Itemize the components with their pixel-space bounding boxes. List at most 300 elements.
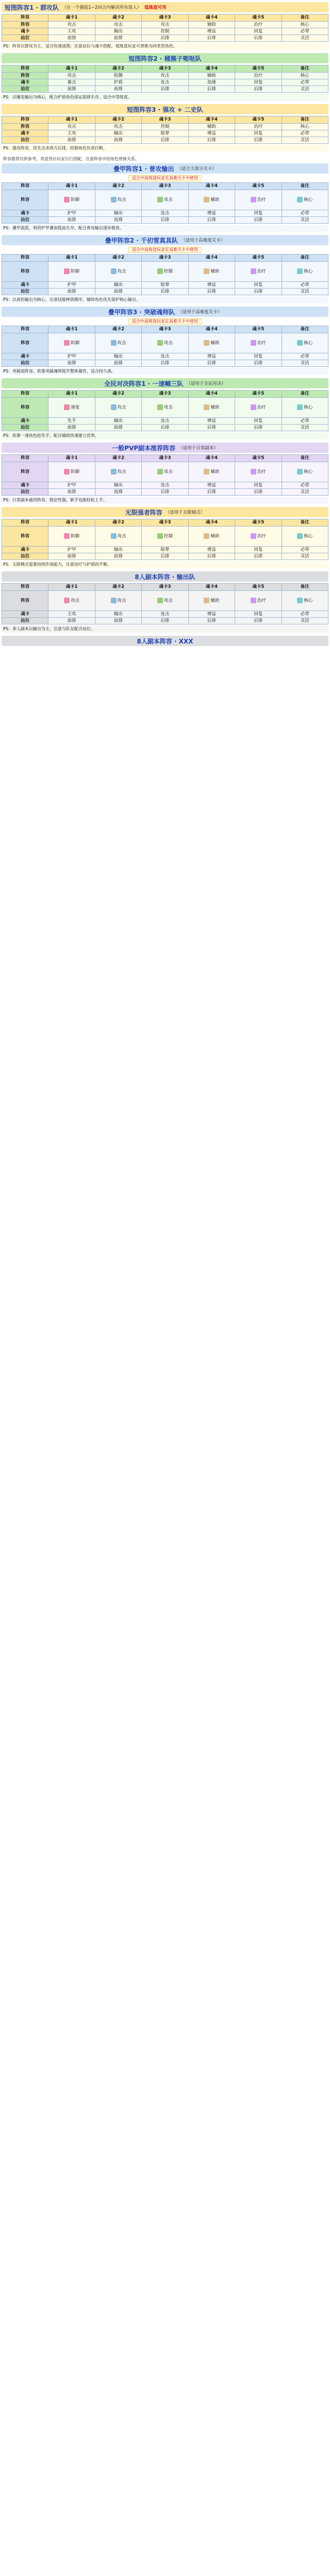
column-header: 魂卡1 xyxy=(48,14,95,22)
table-cell xyxy=(142,425,188,431)
row-label: 站位 xyxy=(2,360,48,367)
table-cell xyxy=(142,190,188,210)
table-cell xyxy=(235,35,282,42)
cell-text: 后排 xyxy=(160,489,170,495)
section-title-note: （适合大部分关卡） xyxy=(177,166,217,172)
character-portrait-icon xyxy=(297,598,303,603)
table-header-row xyxy=(2,65,328,73)
column-header: 魂卡5 xyxy=(235,455,282,462)
cell-text: 攻击 xyxy=(163,469,173,474)
cell-text: 输出 xyxy=(114,28,123,34)
cell-text: 灵活 xyxy=(300,86,309,92)
section-subtitle-text: 适合中高练度玩家在高难关卡中使用 xyxy=(128,318,202,325)
cell-text: 前排 xyxy=(114,35,123,41)
table-cell xyxy=(282,553,328,560)
cell-text: 防御 xyxy=(71,197,80,202)
section-title: 叠甲阵容2 · 千仞雪真具队 xyxy=(105,236,178,244)
table-cell xyxy=(282,217,328,224)
column-header: 魂卡4 xyxy=(188,519,235,527)
cell-text: 前排 xyxy=(114,86,123,92)
column-header: 魂卡3 xyxy=(142,255,188,262)
row-label: 魂卡 xyxy=(2,547,48,553)
table-row xyxy=(2,137,328,144)
table-cell xyxy=(142,73,188,79)
cell-text: 主攻 xyxy=(67,28,76,34)
column-header: 魂卡3 xyxy=(142,326,188,333)
cell-text: 灵活 xyxy=(300,360,309,366)
column-header: 魂卡2 xyxy=(95,391,141,398)
cell-text: 必带 xyxy=(300,482,309,488)
table-row xyxy=(2,489,328,496)
table-cell xyxy=(282,262,328,282)
table-cell xyxy=(282,611,328,618)
section-subtitle-text: 适合中高练度玩家在高难关卡中使用 xyxy=(128,247,202,253)
cell-text: 后排 xyxy=(160,86,170,92)
cell-text: 前排 xyxy=(114,217,123,223)
cell-text: 眩晕 xyxy=(160,282,170,287)
cell-text: 前排 xyxy=(67,217,76,223)
cell-text: 攻击 xyxy=(163,405,173,410)
cell-text: 攻击 xyxy=(114,124,123,129)
section-title-bar xyxy=(2,571,328,582)
table-cell xyxy=(95,398,141,418)
cell-text: 核心 xyxy=(304,534,313,539)
cell-text: 控制 xyxy=(163,534,173,539)
table-cell xyxy=(142,86,188,93)
column-header: 阵容 xyxy=(2,455,48,462)
character-portrait-icon xyxy=(251,340,256,346)
character-portrait-icon xyxy=(157,197,163,202)
cell-text: 增益 xyxy=(207,547,216,552)
table-cell xyxy=(188,418,235,425)
table-row xyxy=(2,73,328,79)
column-header: 魂卡4 xyxy=(188,584,235,591)
cell-text: 后排 xyxy=(160,618,170,623)
cell-text: 后排 xyxy=(207,618,216,623)
row-label: 阵容 xyxy=(2,262,48,282)
cell-text: 前排 xyxy=(67,489,76,495)
lineup-table xyxy=(2,454,328,496)
table-cell xyxy=(48,611,95,618)
table-cell xyxy=(235,79,282,86)
column-header: 魂卡3 xyxy=(142,14,188,22)
cell-text: 后排 xyxy=(254,489,263,495)
table-cell xyxy=(282,547,328,553)
table-cell xyxy=(188,547,235,553)
character-portrait-icon xyxy=(204,404,209,410)
cell-text: 前排 xyxy=(114,137,123,143)
cell-text: 输出 xyxy=(114,611,123,617)
cell-text: 连击 xyxy=(160,210,170,216)
column-header: 魂卡3 xyxy=(142,391,188,398)
cell-text: 攻击 xyxy=(163,197,173,202)
column-header: 魂卡1 xyxy=(48,391,95,398)
cell-text: 前排 xyxy=(67,618,76,623)
cell-text: 攻击 xyxy=(117,197,126,202)
table-cell xyxy=(48,547,95,553)
column-header: 魂卡1 xyxy=(48,183,95,190)
table-row xyxy=(2,333,328,353)
table-cell xyxy=(142,210,188,217)
row-label: 魂卡 xyxy=(2,28,48,35)
cell-text: 治疗 xyxy=(257,341,266,346)
table-cell xyxy=(142,289,188,295)
table-row xyxy=(2,79,328,86)
cell-text: 连击 xyxy=(160,418,170,423)
table-cell xyxy=(188,28,235,35)
cell-text: 后排 xyxy=(160,360,170,366)
table-cell xyxy=(142,553,188,560)
section-note: PS：无限模式需要持续作战能力，注意治疗与护盾的平衡。 xyxy=(2,561,328,568)
table-cell xyxy=(188,22,235,28)
table-row xyxy=(2,611,328,618)
cell-text: 核心 xyxy=(304,269,313,274)
table-cell xyxy=(282,86,328,93)
table-cell xyxy=(282,28,328,35)
cell-text: 后排 xyxy=(254,137,263,143)
table-cell xyxy=(282,124,328,130)
table-cell xyxy=(282,489,328,496)
table-row xyxy=(2,482,328,489)
section-title: 叠甲阵容3 · 突破魂师队 xyxy=(108,308,175,316)
table-cell xyxy=(95,210,141,217)
table-cell xyxy=(188,79,235,86)
cell-text: 灵活 xyxy=(300,137,309,143)
table-cell xyxy=(142,79,188,86)
cell-text: 输出 xyxy=(114,130,123,136)
column-header: 魂卡3 xyxy=(142,584,188,591)
cell-text: 辅助 xyxy=(207,22,216,27)
cell-text: 辅助 xyxy=(210,598,220,603)
character-portrait-icon xyxy=(111,268,117,274)
cell-text: 攻击 xyxy=(117,269,126,274)
character-portrait-icon xyxy=(111,340,117,346)
table-cell xyxy=(142,398,188,418)
table-cell xyxy=(235,217,282,224)
table-cell xyxy=(235,333,282,353)
cell-text: 灵活 xyxy=(300,425,309,430)
cell-text: 护甲 xyxy=(67,482,76,488)
row-label: 魂卡 xyxy=(2,282,48,289)
table-cell xyxy=(48,210,95,217)
table-cell xyxy=(282,130,328,137)
cell-text: 核心 xyxy=(304,341,313,346)
lineup-table xyxy=(2,583,328,624)
cell-text: 后排 xyxy=(160,553,170,559)
table-cell xyxy=(235,210,282,217)
table-cell xyxy=(282,398,328,418)
table-cell xyxy=(95,482,141,489)
cell-text: 必带 xyxy=(300,210,309,216)
table-cell xyxy=(142,618,188,624)
cell-text: 眩晕 xyxy=(160,547,170,552)
table-cell xyxy=(48,217,95,224)
cell-text: 主攻 xyxy=(67,611,76,617)
section-title: 叠甲阵容1 · 普攻输出 xyxy=(113,165,174,173)
table-cell xyxy=(48,124,95,130)
table-cell xyxy=(235,124,282,130)
lineup-table xyxy=(2,254,328,295)
cell-text: 后排 xyxy=(160,425,170,430)
table-cell xyxy=(95,418,141,425)
table-cell xyxy=(95,547,141,553)
cell-text: 前排 xyxy=(67,137,76,143)
table-row xyxy=(2,262,328,282)
cell-text: 前排 xyxy=(67,360,76,366)
cell-text: 控制 xyxy=(160,124,170,129)
column-header: 备注 xyxy=(282,255,328,262)
table-cell xyxy=(188,86,235,93)
cell-text: 前排 xyxy=(67,553,76,559)
cell-text: 攻击 xyxy=(117,598,126,603)
row-label: 站位 xyxy=(2,217,48,224)
table-cell xyxy=(95,124,141,130)
character-portrait-icon xyxy=(157,598,163,603)
cell-text: 核心 xyxy=(304,197,313,202)
cell-text: 后排 xyxy=(207,35,216,41)
section-title: 全民对决阵容1 · 一速輔三队 xyxy=(104,380,184,387)
column-header: 魂卡2 xyxy=(95,65,141,73)
character-portrait-icon xyxy=(111,404,117,410)
cell-text: 后排 xyxy=(254,35,263,41)
row-label: 阵容 xyxy=(2,73,48,79)
cell-text: 前排 xyxy=(114,618,123,623)
lineup-table xyxy=(2,182,328,224)
character-portrait-icon xyxy=(157,533,163,539)
table-cell xyxy=(95,282,141,289)
column-header: 魂卡1 xyxy=(48,65,95,73)
column-header: 阵容 xyxy=(2,584,48,591)
cell-text: 后排 xyxy=(207,553,216,559)
section-title-bar xyxy=(2,163,328,174)
table-row xyxy=(2,398,328,418)
row-label: 站位 xyxy=(2,35,48,42)
section-warning: 低练度可用 xyxy=(144,5,167,10)
table-cell xyxy=(95,333,141,353)
table-cell xyxy=(282,210,328,217)
cell-text: 后排 xyxy=(254,86,263,92)
table-cell xyxy=(142,217,188,224)
cell-text: 护甲 xyxy=(67,282,76,287)
cell-text: 攻击 xyxy=(117,534,126,539)
section-subtitle xyxy=(2,247,328,253)
table-cell xyxy=(48,618,95,624)
table-cell xyxy=(95,35,141,42)
table-cell xyxy=(48,190,95,210)
cell-text: 增益 xyxy=(207,353,216,359)
column-header: 备注 xyxy=(282,391,328,398)
table-cell xyxy=(48,527,95,547)
table-cell xyxy=(48,353,95,360)
table-cell xyxy=(48,425,95,431)
cell-text: 护甲 xyxy=(67,210,76,216)
section-title-note: （在一个捕捉1~2回合内解决所有敌人） xyxy=(62,5,142,10)
lineup-table xyxy=(2,519,328,560)
character-portrait-icon xyxy=(64,404,70,410)
table-cell xyxy=(48,79,95,86)
table-header-row xyxy=(2,391,328,398)
character-portrait-icon xyxy=(251,598,256,603)
table-header-row xyxy=(2,255,328,262)
table-cell xyxy=(95,462,141,482)
cell-text: 回复 xyxy=(254,547,263,552)
column-header: 备注 xyxy=(282,455,328,462)
cell-text: 核心 xyxy=(300,22,309,27)
character-portrait-icon xyxy=(157,469,163,474)
cell-text: 回复 xyxy=(254,353,263,359)
lineup-section xyxy=(2,235,328,303)
row-label: 站位 xyxy=(2,489,48,496)
table-cell xyxy=(235,547,282,553)
row-label: 阵容 xyxy=(2,22,48,28)
table-cell xyxy=(95,190,141,210)
row-label: 阵容 xyxy=(2,591,48,611)
cell-text: 核心 xyxy=(300,124,309,129)
cell-text: 辅助 xyxy=(210,197,220,202)
row-label: 站位 xyxy=(2,553,48,560)
cell-text: 治疗 xyxy=(257,269,266,274)
character-portrait-icon xyxy=(297,469,303,474)
lineup-section xyxy=(2,571,328,633)
table-cell xyxy=(282,527,328,547)
table-header-row xyxy=(2,14,328,22)
column-header: 魂卡2 xyxy=(95,326,141,333)
cell-text: 输出 xyxy=(114,482,123,488)
table-row xyxy=(2,289,328,295)
character-portrait-icon xyxy=(64,340,70,346)
table-cell xyxy=(282,289,328,295)
cell-text: 控制 xyxy=(163,269,173,274)
table-cell xyxy=(282,73,328,79)
table-cell xyxy=(95,262,141,282)
column-header: 魂卡3 xyxy=(142,65,188,73)
column-header: 魂卡2 xyxy=(95,255,141,262)
section-note: PS：以真伤输出为核心，注意技能释放顺序，辅助角色优先保护核心输出。 xyxy=(2,296,328,303)
cell-text: 输出 xyxy=(114,353,123,359)
column-header: 阵容 xyxy=(2,116,48,124)
cell-text: 攻击 xyxy=(163,598,173,603)
cell-text: 后排 xyxy=(254,289,263,294)
table-cell xyxy=(142,137,188,144)
table-cell xyxy=(48,86,95,93)
character-portrait-icon xyxy=(157,268,163,274)
table-cell xyxy=(188,210,235,217)
table-cell xyxy=(95,28,141,35)
cell-text: 输出 xyxy=(114,210,123,216)
row-label: 阵容 xyxy=(2,124,48,130)
cell-text: 防御 xyxy=(71,269,80,274)
column-header: 魂卡5 xyxy=(235,65,282,73)
cell-text: 后排 xyxy=(254,217,263,223)
character-portrait-icon xyxy=(111,197,117,202)
cell-text: 攻击 xyxy=(67,22,76,27)
cell-text: 增益 xyxy=(207,611,216,617)
cell-text: 加速 xyxy=(207,79,216,85)
cell-text: 后排 xyxy=(160,35,170,41)
table-cell xyxy=(235,353,282,360)
cell-text: 后排 xyxy=(207,137,216,143)
cell-text: 前排 xyxy=(114,553,123,559)
table-cell xyxy=(48,28,95,35)
table-cell xyxy=(48,553,95,560)
cell-text: 后排 xyxy=(160,137,170,143)
cell-text: 攻击 xyxy=(163,341,173,346)
table-cell xyxy=(142,489,188,496)
cell-text: 防御 xyxy=(71,534,80,539)
cell-text: 后排 xyxy=(160,217,170,223)
table-cell xyxy=(142,527,188,547)
section-title: 短图阵容3 · 强攻 + 二史队 xyxy=(127,106,203,113)
lineup-section xyxy=(2,443,328,504)
cell-text: 必带 xyxy=(300,547,309,552)
row-label: 站位 xyxy=(2,618,48,624)
cell-text: 回复 xyxy=(254,482,263,488)
lineup-sections xyxy=(2,2,328,646)
column-header: 阵容 xyxy=(2,391,48,398)
cell-text: 攻击 xyxy=(114,22,123,27)
cell-text: 回复 xyxy=(254,282,263,287)
table-row xyxy=(2,28,328,35)
cell-text: 灵活 xyxy=(300,217,309,223)
column-header: 魂卡3 xyxy=(142,519,188,527)
cell-text: 灵活 xyxy=(300,289,309,294)
table-cell xyxy=(48,130,95,137)
cell-text: 辅助 xyxy=(210,405,220,410)
cell-text: 灵活 xyxy=(300,35,309,41)
cell-text: 前排 xyxy=(67,35,76,41)
row-label: 魂卡 xyxy=(2,79,48,86)
column-header: 备注 xyxy=(282,519,328,527)
section-title-bar xyxy=(2,507,328,517)
table-cell xyxy=(282,353,328,360)
column-header: 魂卡3 xyxy=(142,116,188,124)
section-title-note: （适用于全民对决） xyxy=(186,381,226,386)
table-cell xyxy=(235,462,282,482)
cell-text: 暴击 xyxy=(67,79,76,85)
guide-page xyxy=(0,0,330,653)
cell-text: 输出 xyxy=(114,547,123,552)
table-cell xyxy=(235,28,282,35)
table-cell xyxy=(48,591,95,611)
table-cell xyxy=(282,333,328,353)
table-cell xyxy=(188,333,235,353)
column-header: 魂卡2 xyxy=(95,14,141,22)
cell-text: 增益 xyxy=(207,210,216,216)
table-cell xyxy=(235,482,282,489)
cell-text: 辅助 xyxy=(210,534,220,539)
section-title-note: （适用于高难度关卡） xyxy=(181,238,225,243)
cell-text: 后排 xyxy=(254,553,263,559)
table-cell xyxy=(188,353,235,360)
column-header: 魂卡5 xyxy=(235,14,282,22)
table-cell xyxy=(48,462,95,482)
table-cell xyxy=(188,425,235,431)
table-cell xyxy=(95,611,141,618)
cell-text: 必带 xyxy=(300,418,309,423)
section-title-bar xyxy=(2,235,328,245)
row-label: 魂卡 xyxy=(2,418,48,425)
cell-text: 前排 xyxy=(114,360,123,366)
section-note: PS：强攻阵容，优先击杀敌方后排，控制角色负责打断。 xyxy=(2,145,328,152)
table-cell xyxy=(142,333,188,353)
cell-text: 攻击 xyxy=(160,73,170,78)
cell-text: 必带 xyxy=(300,28,309,34)
table-cell xyxy=(48,398,95,418)
character-portrait-icon xyxy=(251,469,256,474)
cell-text: 治疗 xyxy=(257,598,266,603)
cell-text: 增益 xyxy=(207,282,216,287)
cell-text: 连击 xyxy=(160,79,170,85)
